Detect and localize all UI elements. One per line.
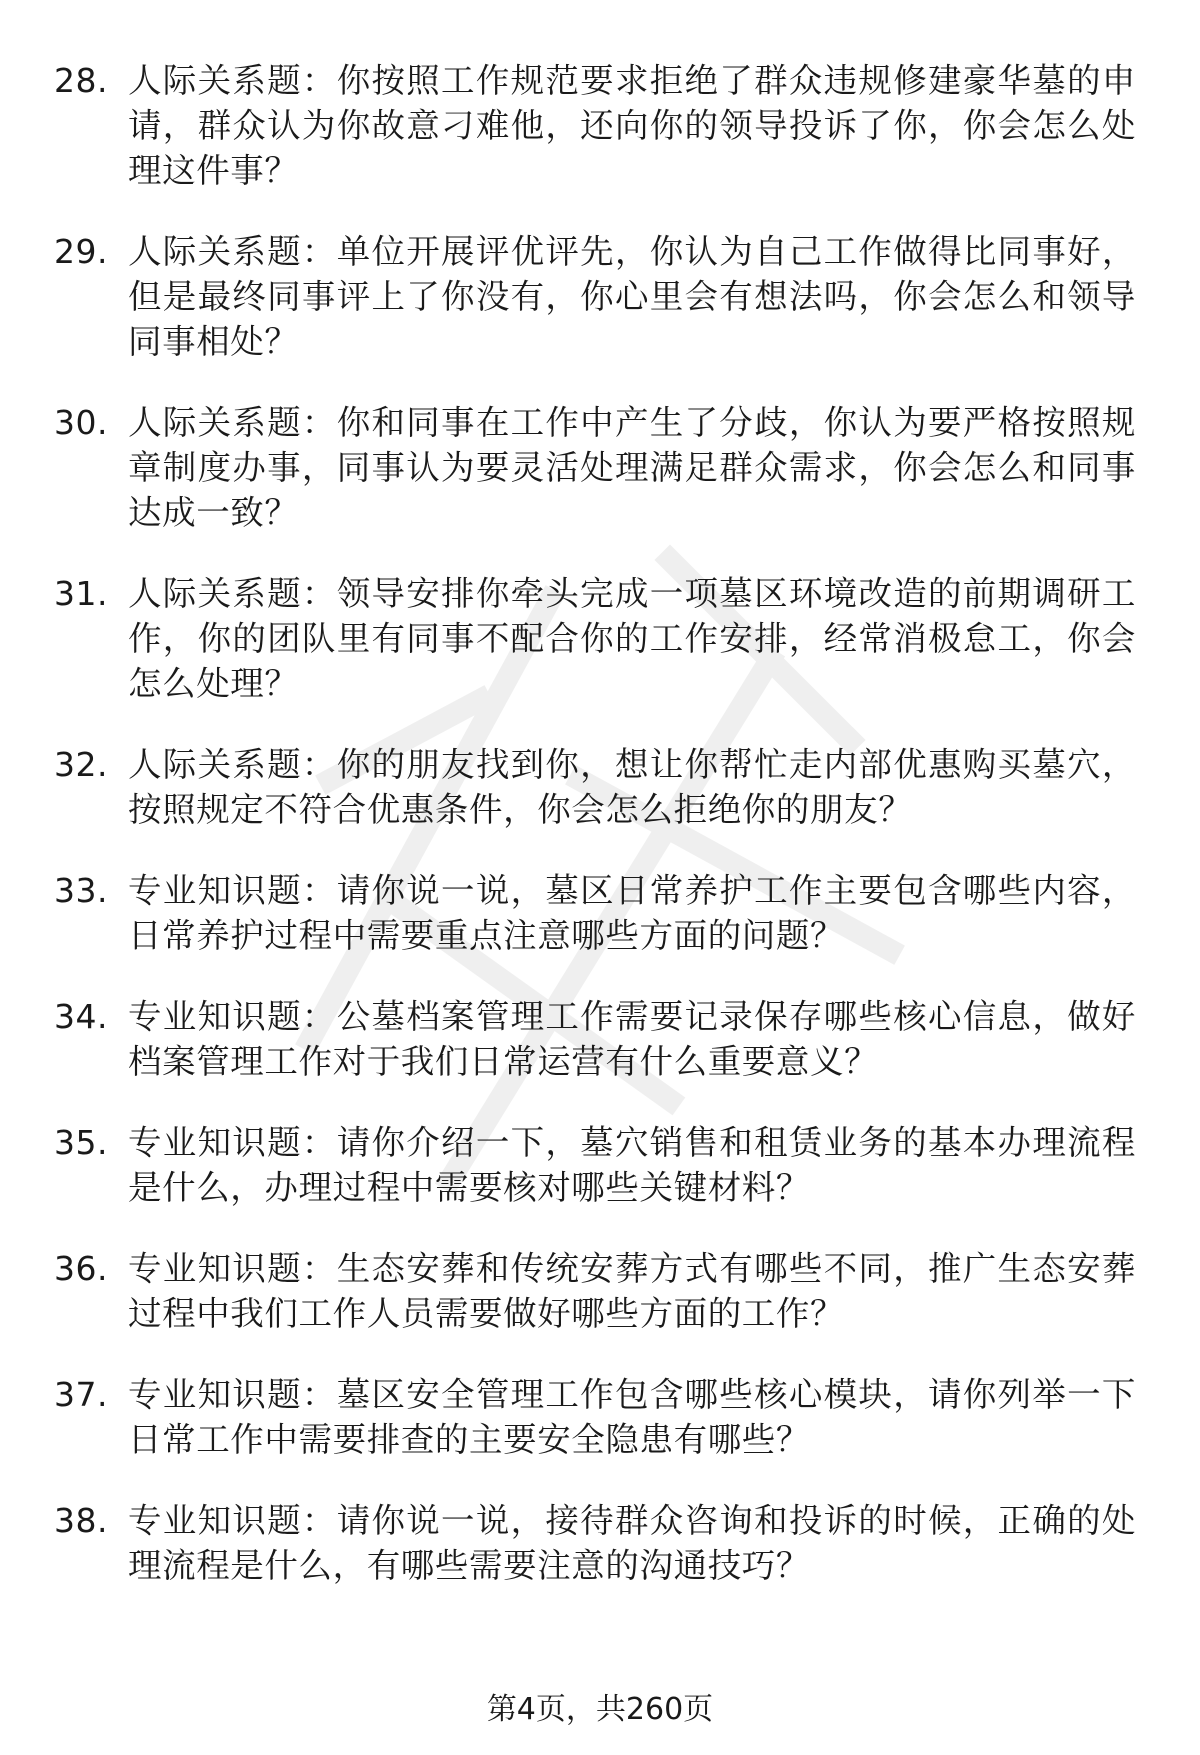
question-text: 专业知识题：公墓档案管理工作需要记录保存哪些核心信息，做好档案管理工作对于我们日常运营有什么重要意义？ — [128, 997, 1136, 1081]
question-text: 专业知识题：请你说一说，墓区日常养护工作主要包含哪些内容，日常养护过程中需要重点注意哪些方面的问题？ — [128, 871, 1136, 955]
question-text: 人际关系题：单位开展评优评先，你认为自己工作做得比同事好，但是最终同事评上了你没有，你心里会有想法吗，你会怎么和领导同事相处？ — [128, 232, 1136, 361]
page-indicator: 第4页，共260页 — [486, 1692, 714, 1727]
question-list — [0, 58, 1200, 1624]
question-number: 30. — [54, 403, 108, 442]
question-text: 人际关系题：你按照工作规范要求拒绝了群众违规修建豪华墓的申请，群众认为你故意刁难他，还向你的领导投诉了你，你会怎么处理这件事？ — [128, 61, 1136, 190]
question-text: 人际关系题：你的朋友找到你，想让你帮忙走内部优惠购买墓穴，按照规定不符合优惠条件，你会怎么拒绝你的朋友？ — [128, 745, 1136, 829]
question-item-35 — [0, 1120, 1200, 1210]
question-item-30 — [0, 400, 1200, 535]
question-text: 人际关系题：你和同事在工作中产生了分歧，你认为要严格按照规章制度办事，同事认为要灵活处理满足群众需求，你会怎么和同事达成一致？ — [128, 403, 1136, 532]
question-number: 32. — [54, 745, 108, 784]
question-item-33 — [0, 868, 1200, 958]
question-number: 31. — [54, 574, 108, 613]
question-number: 28. — [54, 61, 108, 100]
question-text: 专业知识题：请你说一说，接待群众咨询和投诉的时候，正确的处理流程是什么，有哪些需要注意的沟通技巧？ — [128, 1501, 1136, 1585]
question-item-31 — [0, 571, 1200, 706]
question-item-28 — [0, 58, 1200, 193]
question-item-37 — [0, 1372, 1200, 1462]
question-number: 36. — [54, 1249, 108, 1288]
question-number: 34. — [54, 997, 108, 1036]
question-text: 专业知识题：生态安葬和传统安葬方式有哪些不同，推广生态安葬过程中我们工作人员需要做好哪些方面的工作？ — [128, 1249, 1136, 1333]
question-text: 专业知识题：墓区安全管理工作包含哪些核心模块，请你列举一下日常工作中需要排查的主要安全隐患有哪些？ — [128, 1375, 1136, 1459]
question-number: 29. — [54, 232, 108, 271]
question-number: 35. — [54, 1123, 108, 1162]
question-text: 专业知识题：请你介绍一下，墓穴销售和租赁业务的基本办理流程是什么，办理过程中需要核对哪些关键材料？ — [128, 1123, 1136, 1207]
question-item-36 — [0, 1246, 1200, 1336]
question-text: 人际关系题：领导安排你牵头完成一项墓区环境改造的前期调研工作，你的团队里有同事不配合你的工作安排，经常消极怠工，你会怎么处理？ — [128, 574, 1136, 703]
question-item-38 — [0, 1498, 1200, 1588]
question-item-32 — [0, 742, 1200, 832]
question-number: 33. — [54, 871, 108, 910]
question-item-29 — [0, 229, 1200, 364]
question-item-34 — [0, 994, 1200, 1084]
question-number: 38. — [54, 1501, 108, 1540]
question-number: 37. — [54, 1375, 108, 1414]
